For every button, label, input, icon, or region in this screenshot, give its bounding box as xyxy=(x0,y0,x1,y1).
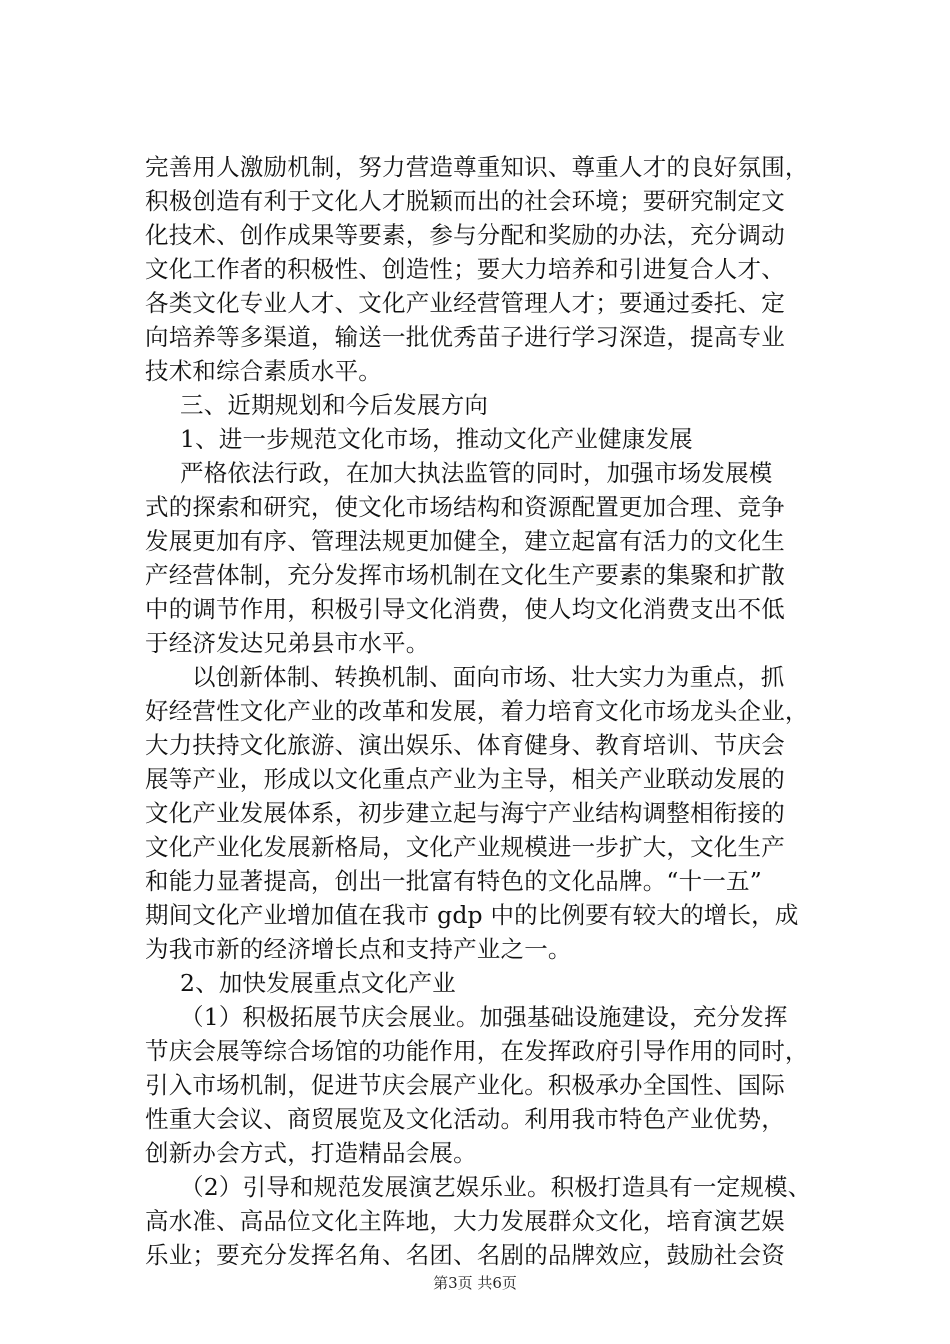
text-line: 乐业；要充分发挥名角、名团、名剧的品牌效应，鼓励社会资 xyxy=(145,1241,785,1269)
text-line: 创新办会方式，打造精品会展。 xyxy=(145,1139,477,1167)
page-footer: 第3页 共6页 xyxy=(433,1274,517,1292)
text-line: 中的调节作用，积极引导文化消费，使人均文化消费支出不低 xyxy=(145,595,785,623)
text-line: 积极创造有利于文化人才脱颖而出的社会环境；要研究制定文 xyxy=(145,187,785,215)
paragraph-start: 以创新体制、转换机制、面向市场、壮大实力为重点，抓 xyxy=(192,663,785,691)
text-line: 高水准、高品位文化主阵地，大力发展群众文化，培育演艺娱 xyxy=(145,1207,785,1235)
text-line: 文化产业化发展新格局，文化产业规模进一步扩大，文化生产 xyxy=(145,833,785,861)
paragraph-start: 严格依法行政，在加大执法监管的同时，加强市场发展模 xyxy=(180,459,773,487)
document-body xyxy=(145,150,845,1272)
text-line: 好经营性文化产业的改革和发展，着力培育文化市场龙头企业， xyxy=(145,697,809,725)
text-line: 文化产业发展体系，初步建立起与海宁产业结构调整相衔接的 xyxy=(145,799,785,827)
text-line: 技术和综合素质水平。 xyxy=(145,357,382,385)
text-line: 化技术、创作成果等要素，参与分配和奖励的办法，充分调动 xyxy=(145,221,785,249)
subsection-heading: 2、加快发展重点文化产业 xyxy=(180,969,456,997)
text-line: 产经营体制，充分发挥市场机制在文化生产要素的集聚和扩散 xyxy=(145,561,785,589)
paragraph-start: （2）引导和规范发展演艺娱乐业。积极打造具有一定规模、 xyxy=(180,1173,812,1201)
text-line: 为我市新的经济增长点和支持产业之一。 xyxy=(145,935,572,963)
text-line: 性重大会议、商贸展览及文化活动。利用我市特色产业优势， xyxy=(145,1105,785,1133)
text-line: 向培养等多渠道，输送一批优秀苗子进行学习深造，提高专业 xyxy=(145,323,785,351)
text-line: 各类文化专业人才、文化产业经营管理人才；要通过委托、定 xyxy=(145,289,785,317)
text-line: 和能力显著提高，创出一批富有特色的文化品牌。“十一五” xyxy=(145,867,762,895)
text-line: 节庆会展等综合场馆的功能作用，在发挥政府引导作用的同时， xyxy=(145,1037,809,1065)
section-heading: 三、近期规划和今后发展方向 xyxy=(180,391,489,419)
text-line: 大力扶持文化旅游、演出娱乐、体育健身、教育培训、节庆会 xyxy=(145,731,785,759)
text-line: 式的探索和研究，使文化市场结构和资源配置更加合理、竞争 xyxy=(145,493,785,521)
text-line: 发展更加有序、管理法规更加健全，建立起富有活力的文化生 xyxy=(145,527,785,555)
subsection-heading: 1、进一步规范文化市场，推动文化产业健康发展 xyxy=(180,425,693,453)
text-line: 期间文化产业增加值在我市 gdp 中的比例要有较大的增长，成 xyxy=(145,901,799,929)
text-line: 于经济发达兄弟县市水平。 xyxy=(145,629,430,657)
text-line: 完善用人激励机制，努力营造尊重知识、尊重人才的良好氛围， xyxy=(145,153,809,181)
text-line: 引入市场机制，促进节庆会展产业化。积极承办全国性、国际 xyxy=(145,1071,785,1099)
text-line: 文化工作者的积极性、创造性；要大力培养和引进复合人才、 xyxy=(145,255,785,283)
paragraph-start: （1）积极拓展节庆会展业。加强基础设施建设，充分发挥 xyxy=(180,1003,788,1031)
text-line: 展等产业，形成以文化重点产业为主导，相关产业联动发展的 xyxy=(145,765,785,793)
